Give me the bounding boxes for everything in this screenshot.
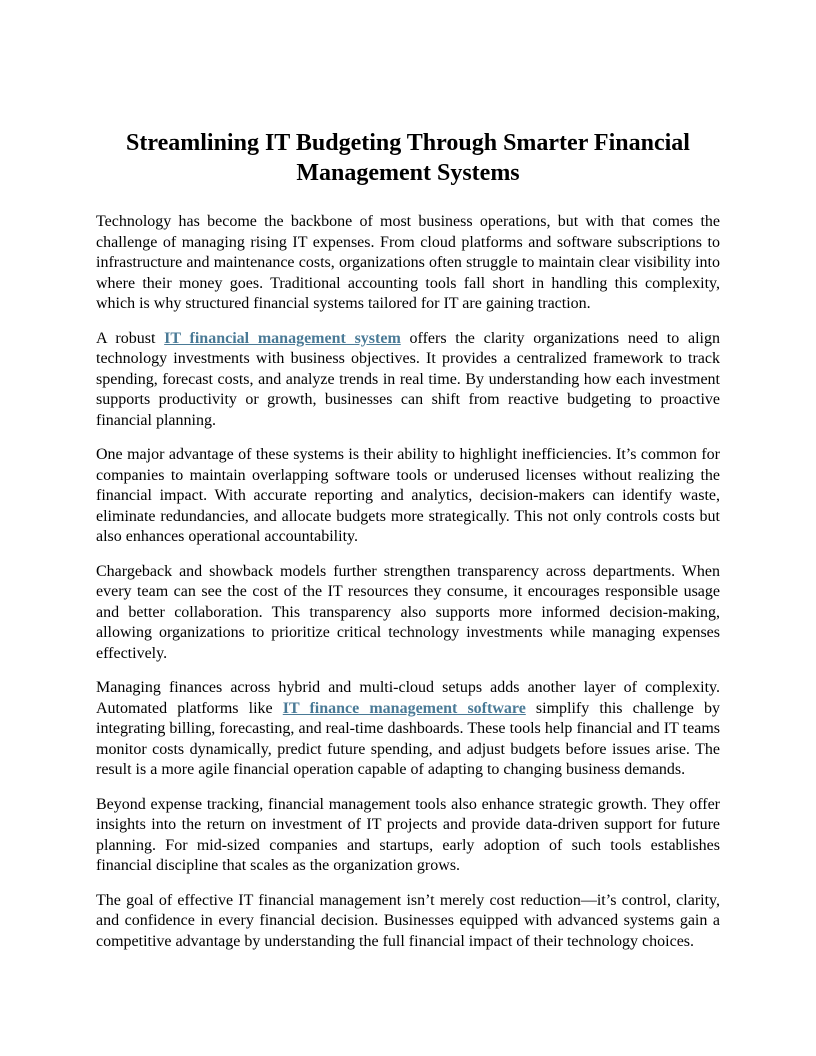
paragraph-text: Managing finances across hybrid and multi-cloud setups adds another layer of complexity. Automated platforms like — [96, 679, 720, 717]
paragraph-robust-system — [96, 329, 720, 432]
paragraph-inefficiencies: One major advantage of these systems is their ability to highlight inefficiencies. It’s common for companies to maintain overlapping software tools or underused licenses without realizing the financial impact. With accurate reporting and analytics, decision-makers can identify waste, eliminate redundancies, and allocate budgets more strategically. This not only controls costs but also enhances operational accountability. — [96, 446, 720, 545]
paragraph-text: A robust — [96, 329, 165, 347]
document-title: Streamlining IT Budgeting Through Smarter Financial Management Systems — [126, 130, 690, 186]
paragraph-hybrid-cloud — [96, 678, 720, 781]
paragraph-text: simplify this challenge by integrating billing, forecasting, and real-time dashboards. These tools help financial and IT teams monitor costs dynamically, predict future spending, and adjust budgets before issues arise. The result is a more agile financial operation capable of adapting to changing business demands. — [96, 699, 721, 778]
paragraph-conclusion: The goal of effective IT financial management isn’t merely cost reduction—it’s control, clarity, and confidence in every financial decision. Businesses equipped with advanced systems gain a competitive advantage by understanding the full financial impact of their technology choices. — [96, 891, 720, 950]
document-page — [96, 128, 720, 966]
paragraph-chargeback: Chargeback and showback models further strengthen transparency across departments. When every team can see the cost of the IT resources they consume, it encourages responsible usage and better collaboration. This transparency also supports more informed decision-making, allowing organizations to prioritize critical technology investments while managing expenses effectively. — [96, 562, 720, 662]
it-finance-management-software-link[interactable]: IT finance management software — [282, 699, 526, 717]
paragraph-text: offers the clarity organizations need to align technology investments with business objectives. It provides a centralized framework to track spending, forecast costs, and analyze trends in real time. By understanding how each investment supports productivity or growth, businesses can shift from reactive budgeting to proactive financial planning. — [96, 329, 720, 429]
paragraph-strategic-growth: Beyond expense tracking, financial management tools also enhance strategic growth. They offer insights into the return on investment of IT projects and provide data-driven support for future planning. For mid-sized companies and startups, early adoption of such tools establishes financial discipline that scales as the organization grows. — [96, 795, 720, 874]
it-financial-management-system-link[interactable]: IT financial management system — [164, 329, 401, 347]
paragraph-intro: Technology has become the backbone of most business operations, but with that comes the challenge of managing rising IT expenses. From cloud platforms and software subscriptions to infrastructure and maintenance costs, organizations often struggle to maintain clear visibility into where their money goes. Traditional accounting tools fall short in handling this complexity, which is why structured financial systems tailored for IT are gaining traction. — [96, 213, 720, 312]
